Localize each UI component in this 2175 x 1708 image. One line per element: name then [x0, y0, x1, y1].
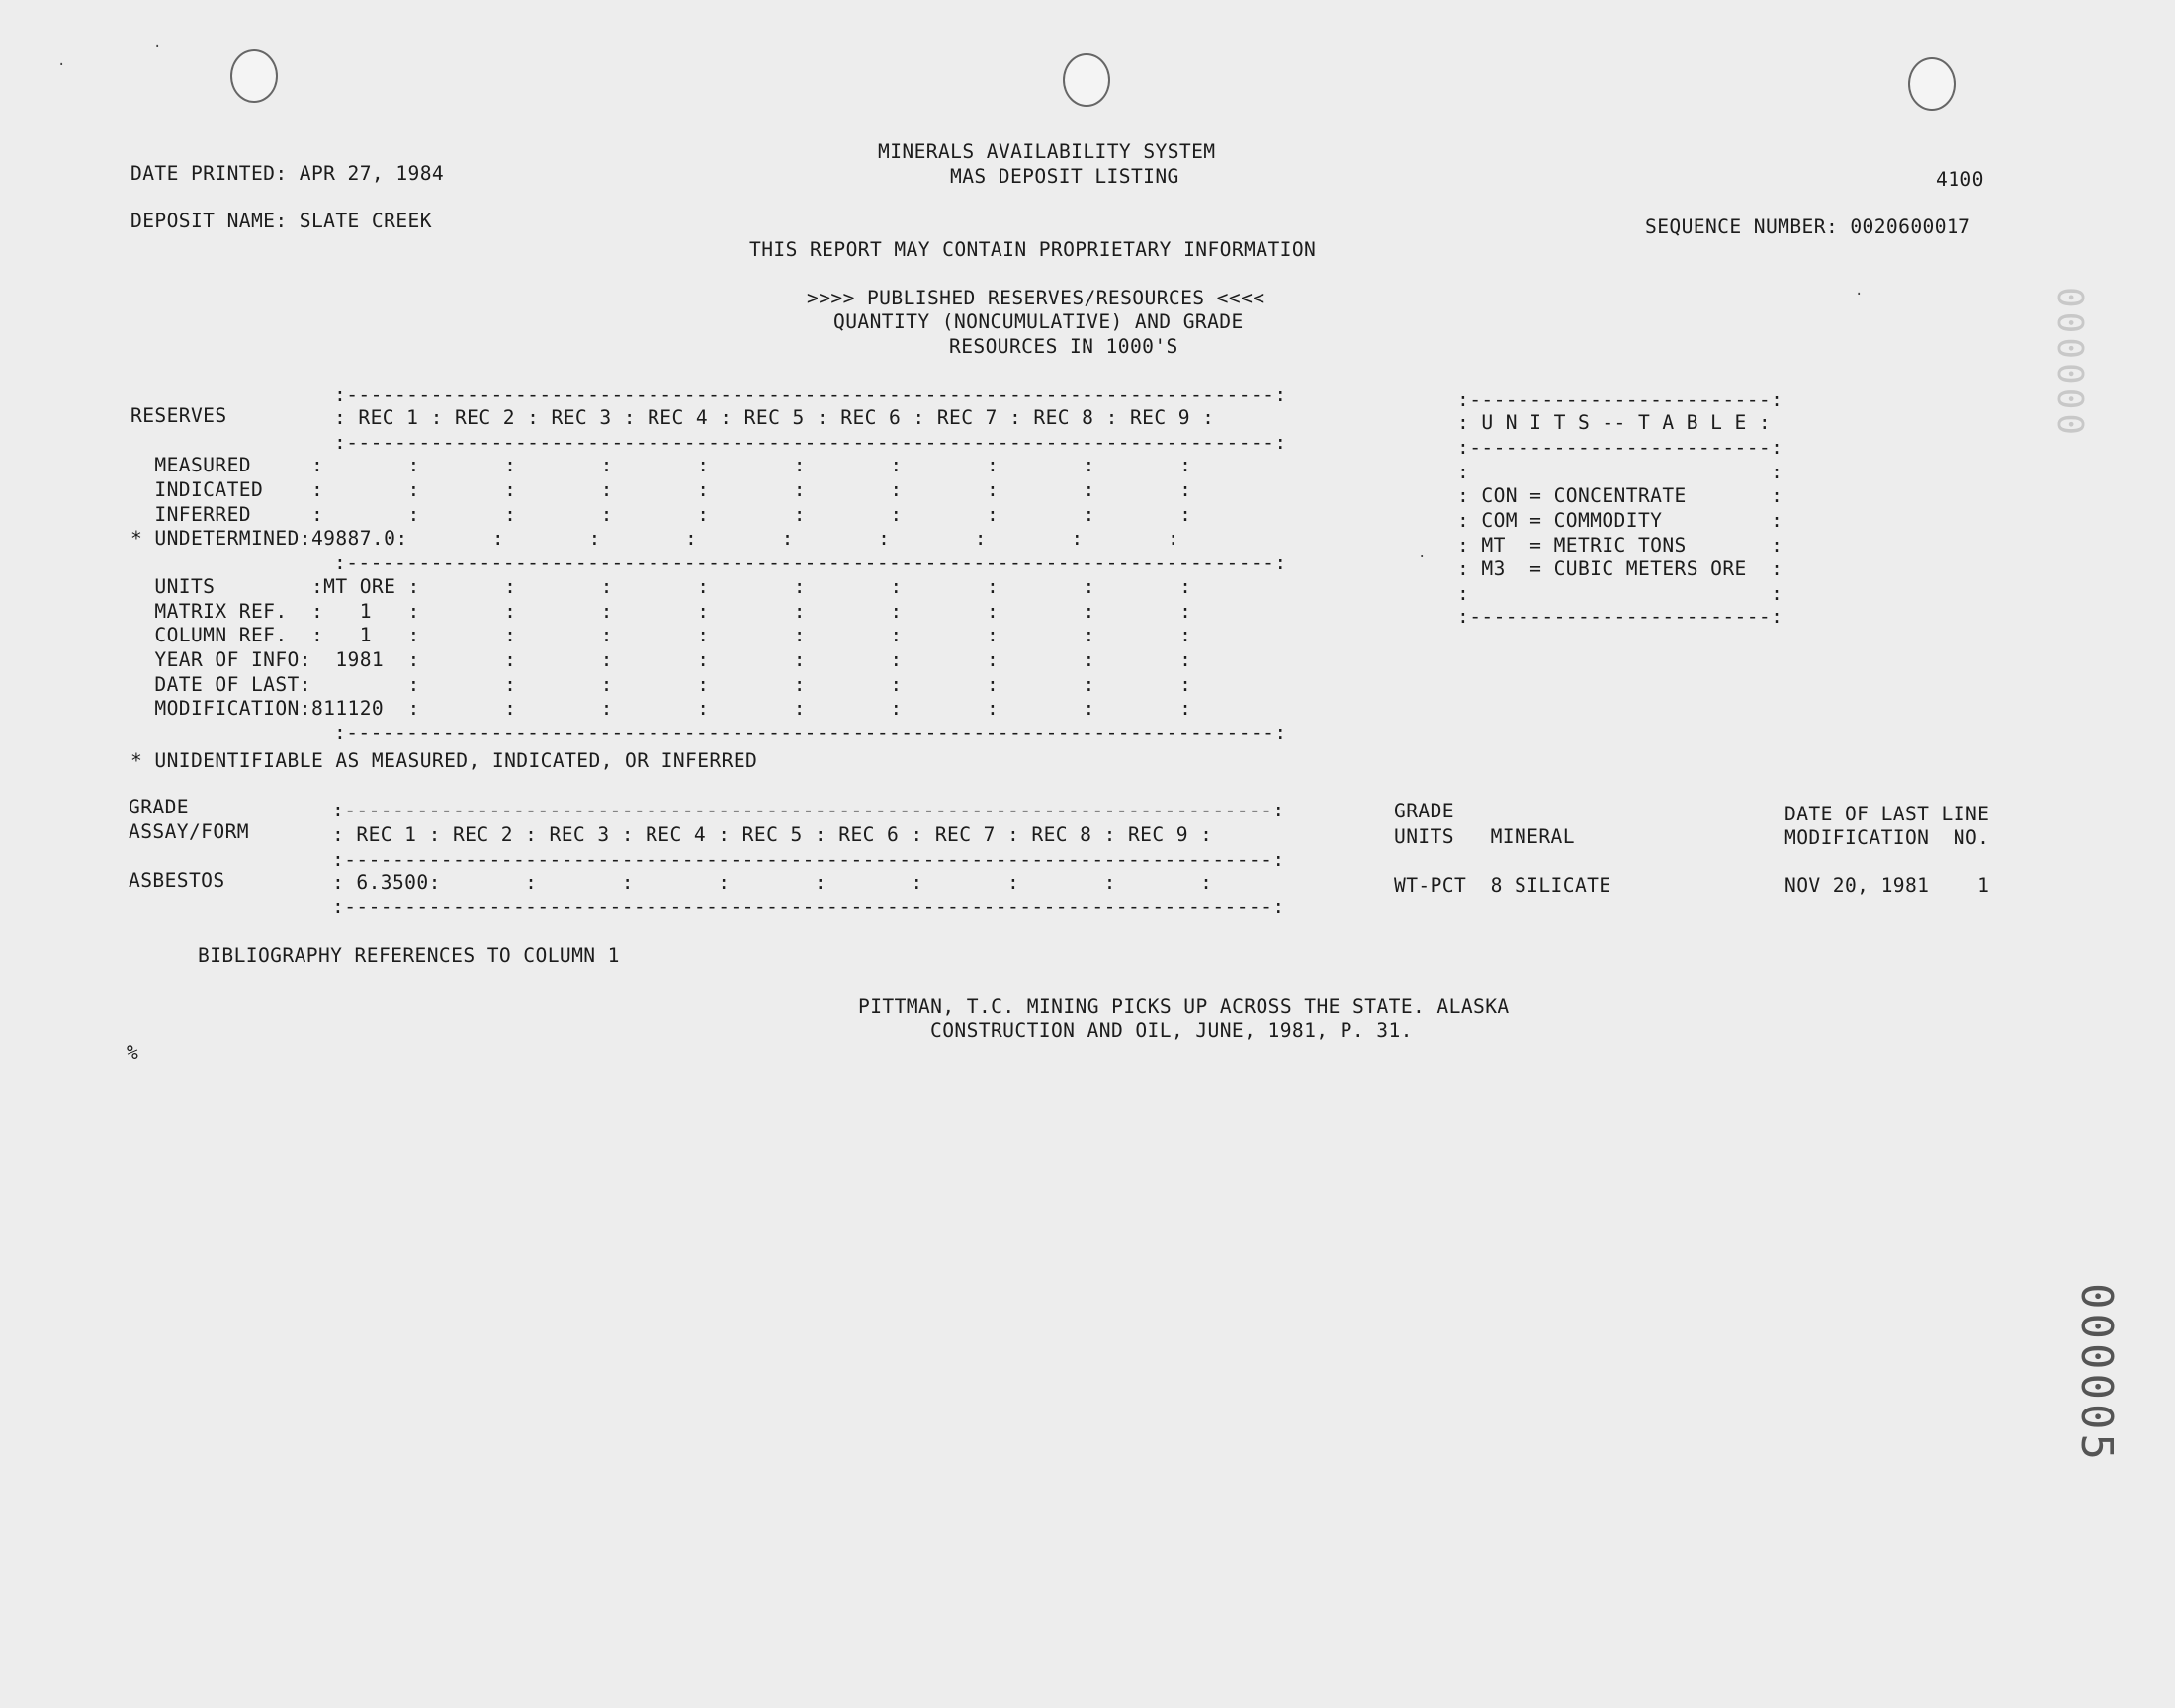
- date-of-last-line-header: DATE OF LAST LINE: [1784, 803, 1990, 825]
- reserves-row-year-of-info: YEAR OF INFO: 1981 : : : : : : : : :: [130, 648, 1192, 671]
- reserves-row-measured: MEASURED : : : : : : : : : :: [130, 454, 1192, 476]
- section-title: >>>> PUBLISHED RESERVES/RESOURCES <<<<: [807, 287, 1265, 309]
- reserves-row-date-of-last: DATE OF LAST: : : : : : : : : :: [130, 673, 1192, 696]
- units-table-blank: : :: [1457, 461, 1784, 483]
- reserves-top-rule: :-----------------------------------------------------------------------------:: [334, 384, 1287, 406]
- sequence-number: SEQUENCE NUMBER: 0020600017: [1645, 215, 1971, 238]
- grade-units-header: GRADE: [1394, 800, 1454, 822]
- binder-hole-right: [1908, 57, 1956, 111]
- reserves-label: RESERVES: [130, 404, 227, 427]
- units-entry-con: : CON = CONCENTRATE :: [1457, 484, 1784, 507]
- end-mark: %: [127, 1041, 139, 1064]
- reserves-row-matrix-ref: MATRIX REF. : 1 : : : : : : : : :: [130, 600, 1192, 623]
- listing-title: MAS DEPOSIT LISTING: [950, 165, 1179, 188]
- units-table-blank-bottom: : :: [1457, 582, 1784, 605]
- proprietary-notice: THIS REPORT MAY CONTAIN PROPRIETARY INFORMATION: [749, 238, 1317, 261]
- reserves-row-indicated: INDICATED : : : : : : : : : :: [130, 478, 1192, 501]
- reserves-row-units: UNITS :MT ORE : : : : : : : : :: [130, 575, 1192, 598]
- page-code: 4100: [1936, 168, 1984, 191]
- reserves-header-rule: :-----------------------------------------------------------------------------:: [334, 431, 1287, 454]
- reserves-row-modification: MODIFICATION:811120 : : : : : : : : :: [130, 697, 1192, 720]
- scan-speck: ·: [153, 40, 162, 55]
- reserves-rec-header: : REC 1 : REC 2 : REC 3 : REC 4 : REC 5 : REC 6 : REC 7 : REC 8 : REC 9 :: [334, 406, 1215, 429]
- reserves-row-inferred: INFERRED : : : : : : : : : :: [130, 503, 1192, 526]
- reserves-row-column-ref: COLUMN REF. : 1 : : : : : : : : :: [130, 624, 1192, 646]
- grade-label: GRADE: [129, 796, 189, 818]
- grade-units-mineral-header: UNITS MINERAL: [1394, 825, 1575, 848]
- units-entry-m3: : M3 = CUBIC METERS ORE :: [1457, 557, 1784, 580]
- grade-row-units: WT-PCT 8 SILICATE: [1394, 874, 1611, 897]
- reserves-row-undetermined: * UNDETERMINED:49887.0: : : : : : : : :: [130, 527, 1180, 550]
- units-table-top-rule: :-------------------------:: [1457, 388, 1784, 411]
- units-table-header-rule: :-------------------------:: [1457, 436, 1784, 459]
- section-subtitle: QUANTITY (NONCUMULATIVE) AND GRADE: [833, 310, 1244, 333]
- grade-top-rule: :-----------------------------------------------------------------------------:: [332, 799, 1285, 821]
- grade-row-date: NOV 20, 1981 1: [1784, 874, 1990, 897]
- grade-row-label: ASBESTOS: [129, 869, 225, 892]
- deposit-name: DEPOSIT NAME: SLATE CREEK: [130, 210, 432, 232]
- bibliography-heading: BIBLIOGRAPHY REFERENCES TO COLUMN 1: [198, 944, 620, 967]
- scan-speck: ·: [57, 57, 66, 73]
- binder-hole-left: [230, 49, 278, 103]
- scan-speck: ·: [1418, 550, 1427, 565]
- binder-hole-center: [1063, 53, 1110, 107]
- bibliography-line-1: PITTMAN, T.C. MINING PICKS UP ACROSS THE STATE. ALASKA: [858, 995, 1510, 1018]
- grade-rec-header: : REC 1 : REC 2 : REC 3 : REC 4 : REC 5 : REC 6 : REC 7 : REC 8 : REC 9 :: [332, 823, 1213, 846]
- bibliography-line-2: CONSTRUCTION AND OIL, JUNE, 1981, P. 31.: [930, 1019, 1413, 1042]
- grade-bottom-rule: :-----------------------------------------------------------------------------:: [332, 896, 1285, 918]
- scan-speck: ·: [1855, 287, 1864, 302]
- modification-no-header: MODIFICATION NO.: [1784, 826, 1990, 849]
- reserves-bottom-rule: :-----------------------------------------------------------------------------:: [334, 722, 1287, 744]
- system-title: MINERALS AVAILABILITY SYSTEM: [878, 140, 1216, 163]
- grade-row-values: : 6.3500: : : : : : : : :: [332, 871, 1213, 894]
- date-printed: DATE PRINTED: APR 27, 1984: [130, 162, 445, 185]
- reserves-mid-rule: :-----------------------------------------------------------------------------:: [334, 552, 1287, 574]
- units-entry-mt: : MT = METRIC TONS :: [1457, 534, 1784, 556]
- units-table-bottom-rule: :-------------------------:: [1457, 605, 1784, 628]
- section-units: RESOURCES IN 1000'S: [949, 335, 1178, 358]
- units-entry-com: : COM = COMMODITY :: [1457, 509, 1784, 532]
- grade-assay-form-label: ASSAY/FORM: [129, 820, 249, 843]
- units-table-title: : U N I T S -- T A B L E :: [1457, 411, 1772, 434]
- grade-header-rule: :-----------------------------------------------------------------------------:: [332, 848, 1285, 871]
- reserves-footnote: * UNIDENTIFIABLE AS MEASURED, INDICATED, OR INFERRED: [130, 749, 758, 772]
- faint-stamp-number: 000000: [2049, 287, 2090, 440]
- page-stamp-number: 000005: [2071, 1283, 2122, 1464]
